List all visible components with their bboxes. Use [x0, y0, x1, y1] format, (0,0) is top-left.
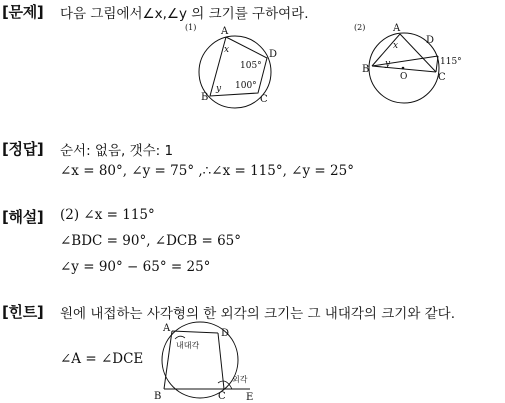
hint-figure-point-b: B [154, 391, 162, 402]
hint-text: 원에 내접하는 사각형의 한 외각의 크기는 그 내대각의 크기와 같다. [60, 306, 456, 322]
figure1-point-c: C [260, 94, 268, 105]
hint-figure [150, 323, 260, 403]
figure1-angle-x: x [224, 45, 230, 55]
hint-label: [힌트] [2, 303, 44, 321]
figure1-point-a: A [221, 26, 229, 37]
explanation-line-3: ∠y = 90° − 65° = 25° [60, 259, 211, 275]
answer-label: [정답] [2, 140, 44, 158]
figure2-point-d: D [426, 35, 435, 46]
figure2-tag: (2) [354, 23, 366, 32]
hint-figure-outer-angle-label: 외각 [232, 375, 248, 384]
problem-figure-2 [352, 20, 472, 120]
figure2-point-a: A [393, 23, 401, 34]
answer-line-1: 순서: 없음, 갯수: 1 [60, 143, 174, 159]
figure2-point-b: B [362, 64, 370, 75]
explanation-line-2: ∠BDC = 90°, ∠DCB = 65° [60, 233, 241, 249]
figure1-angle-y: y [216, 84, 222, 94]
problem-figure-1 [183, 20, 283, 130]
figure1-angle-100: 100° [235, 81, 257, 91]
explanation-label: [해설] [2, 208, 44, 226]
figure1-point-d: D [269, 49, 278, 60]
hint-formula: ∠A = ∠DCE [60, 351, 144, 367]
problem-label: [문제] [2, 3, 44, 21]
answer-line-2: ∠x = 80°, ∠y = 75° ,∴∠x = 115°, ∠y = 25° [60, 163, 354, 179]
figure1-tag: (1) [185, 23, 197, 32]
hint-figure-point-e: E [246, 392, 254, 403]
figure1-point-b: B [201, 92, 209, 103]
figure1-angle-105: 105° [240, 61, 262, 71]
figure2-point-o: O [400, 72, 408, 82]
figure2-point-c: C [438, 72, 446, 83]
hint-figure-point-d: D [221, 328, 230, 339]
hint-figure-point-a: A [163, 323, 171, 334]
figure2-angle-x: x [393, 41, 399, 51]
figure2-angle-115: 115° [440, 57, 462, 67]
problem-text: 다음 그림에서∠x,∠y 의 크기를 구하여라. [60, 6, 309, 22]
hint-figure-inner-angle-label: 내대각 [176, 341, 200, 350]
explanation-line-1: (2) ∠x = 115° [60, 207, 155, 223]
figure2-angle-y: y [385, 59, 391, 69]
hint-figure-point-c: C [218, 391, 226, 402]
